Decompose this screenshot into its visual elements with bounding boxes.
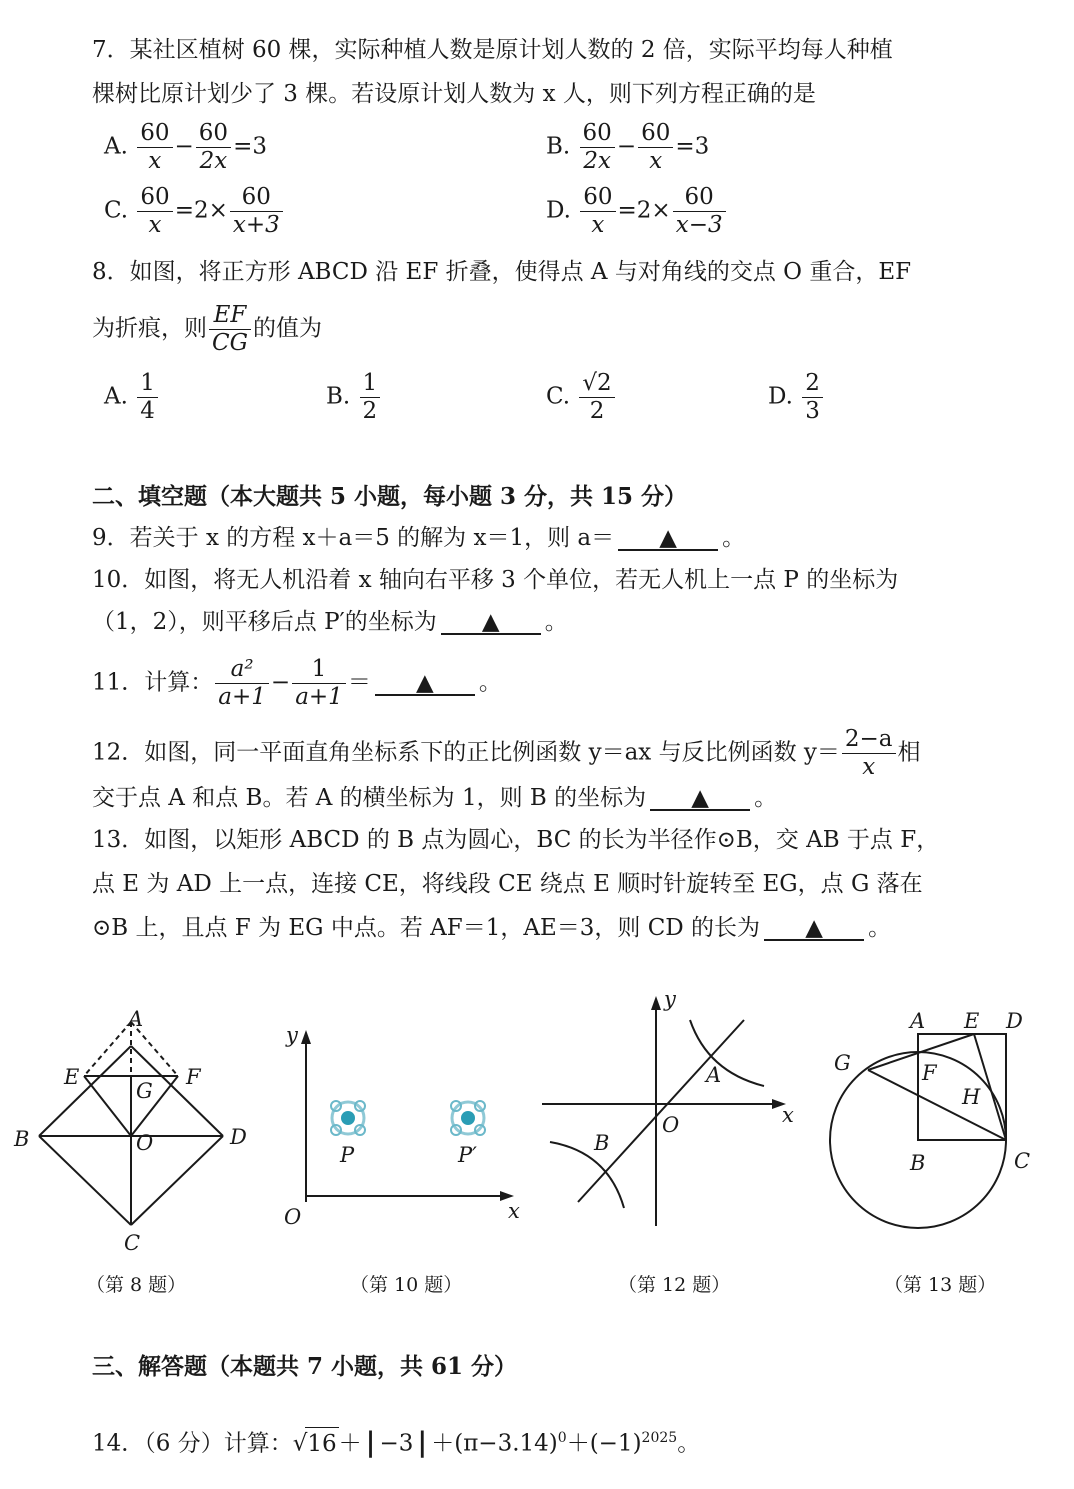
q12-answer-blank[interactable]: ▲ <box>650 787 750 811</box>
fraction: $\frac{1}{2}$ <box>360 372 381 423</box>
option-label: C. <box>546 383 571 410</box>
fig12-hyperbola-branch <box>690 1020 764 1086</box>
exponent: 0 <box>557 1430 567 1446</box>
q11 <box>92 658 502 709</box>
option-label: A. <box>104 133 128 160</box>
rhs: =3 <box>675 133 710 160</box>
q7-option-a[interactable] <box>104 122 267 173</box>
q14-end: 。 <box>677 1430 701 1457</box>
fraction: $\frac{EF}{CG}$ <box>209 304 251 355</box>
q12-text: 交于点 A 和点 B。若 A 的横坐标为 1，则 B 的坐标为 <box>92 785 647 811</box>
fig8-edge <box>39 1136 131 1225</box>
q14-text: 14．（6 分）计算： <box>92 1430 293 1457</box>
fraction: $\frac{60}{x}$ <box>137 186 172 237</box>
fraction: $\frac{60}{2x}$ <box>196 122 231 173</box>
drone-icon <box>451 1101 485 1135</box>
fig10-label-p: P <box>340 1143 355 1167</box>
q13-answer-blank[interactable]: ▲ <box>764 917 864 941</box>
q10-end: 。 <box>544 609 568 635</box>
fraction: $\frac{60}{2x}$ <box>580 122 615 173</box>
q8-text: 为折痕，则 <box>92 315 207 342</box>
q12-line1 <box>92 728 921 779</box>
figure-8 <box>8 1000 268 1260</box>
fraction: $\frac{√2}{2}$ <box>579 372 614 423</box>
q10-line1: 10．如图，将无人机沿着 x 轴向右平移 3 个单位，若无人机上一点 P 的坐标为 <box>92 567 899 593</box>
option-label: C. <box>104 197 129 224</box>
q12-text: 相 <box>897 739 921 766</box>
radicand: 16 <box>305 1427 338 1460</box>
fig13-label-e: E <box>964 1009 980 1033</box>
fig8-caption: （第 8 题） <box>86 1274 187 1296</box>
q13-text: ⊙B 上，且点 F 为 EG 中点。若 AF＝1，AE＝3，则 CD 的长为 <box>92 915 761 941</box>
fig13-segment-gc <box>868 1070 1006 1140</box>
exponent: 2025 <box>641 1430 678 1446</box>
fraction: $\frac{1}{4}$ <box>137 372 158 423</box>
q11-end: 。 <box>478 669 502 696</box>
q13-end: 。 <box>868 915 892 941</box>
q9 <box>92 522 745 554</box>
fraction: $\frac{60}{x}$ <box>580 186 615 237</box>
fig13-label-f: F <box>922 1061 937 1085</box>
fraction: $\frac{60}{x-3}$ <box>673 186 726 237</box>
fraction: $\frac{2}{3}$ <box>802 372 823 423</box>
option-label: D. <box>768 383 793 410</box>
section3-title: 三、解答题（本题共 7 小题，共 61 分） <box>92 1353 518 1380</box>
fig8-label-o: O <box>136 1131 154 1155</box>
option-label: D. <box>546 197 571 224</box>
fig12-label-y: y <box>664 990 676 1011</box>
q10-text: （1，2），则平移后点 P′的坐标为 <box>92 609 437 635</box>
q8-line1: 8．如图，将正方形 ABCD 沿 EF 折叠，使得点 A 与对角线的交点 O 重合，EF <box>92 259 912 285</box>
operator: − <box>616 133 637 160</box>
fraction: $\frac{60}{x+3}$ <box>230 186 283 237</box>
figure-10 <box>278 1018 530 1238</box>
fig12-line-y-ax <box>578 1020 744 1202</box>
option-label: A. <box>104 383 128 410</box>
q13-line1: 13．如图，以矩形 ABCD 的 B 点为圆心，BC 的长为半径作⊙B，交 AB 于点 F， <box>92 827 940 853</box>
q8-text: 的值为 <box>252 315 322 342</box>
term: ＋(π−3.14) <box>431 1430 558 1457</box>
operator: − <box>174 133 194 160</box>
fig8-label-c: C <box>124 1231 141 1255</box>
option-label: B. <box>326 383 351 410</box>
fig10-label-y: y <box>286 1023 298 1047</box>
fig13-label-d: D <box>1006 1009 1023 1033</box>
abs-bar: | <box>417 1426 428 1458</box>
q13-line2: 点 E 为 AD 上一点，连接 CE，将线段 CE 绕点 E 顺时针旋转至 EG，点 G 落在 <box>92 871 923 897</box>
fig8-label-d: D <box>230 1125 247 1149</box>
fig8-label-e: E <box>64 1065 80 1089</box>
option-label: B. <box>546 133 571 160</box>
fig13-label-g: G <box>834 1051 851 1075</box>
q10-line2 <box>92 606 568 638</box>
q7-option-b[interactable] <box>546 122 709 173</box>
q9-end: 。 <box>722 525 746 551</box>
fig12-label-o: O <box>662 1113 680 1137</box>
fig12-hyperbola-branch <box>550 1142 624 1208</box>
q7-option-c[interactable] <box>104 186 285 237</box>
q7-line1: 7．某社区植树 60 棵，实际种植人数是原计划人数的 2 倍，实际平均每人种植 <box>92 37 893 63</box>
fig8-label-f: F <box>186 1065 201 1089</box>
abs-bar: | <box>365 1426 376 1458</box>
q8-line2 <box>92 304 322 355</box>
fig8-label-b: B <box>14 1127 30 1151</box>
fig12-label-x: x <box>782 1103 794 1127</box>
fraction: $\frac{2-a}{x}$ <box>842 728 896 779</box>
sqrt-sign: √ <box>292 1430 308 1457</box>
operator: =2× <box>174 197 228 224</box>
fraction: $\frac{\text{a²}}{a+1}$ <box>215 658 269 709</box>
q12-line2 <box>92 782 777 814</box>
q8-option-b[interactable] <box>326 372 382 423</box>
fig10-label-p-prime: P′ <box>458 1143 477 1167</box>
fig12-label-b: B <box>594 1131 610 1155</box>
fig8-label-a: A <box>128 1007 144 1031</box>
fig8-fold-edge <box>84 1076 131 1136</box>
abs-value: −3 <box>379 1430 414 1457</box>
fig13-label-h: H <box>962 1085 981 1109</box>
fig13-label-c: C <box>1014 1149 1031 1173</box>
fraction: $\frac{60}{x}$ <box>137 122 172 173</box>
fraction: $\frac{60}{x}$ <box>638 122 673 173</box>
fig8-label-g: G <box>136 1079 153 1103</box>
operator: =2× <box>617 197 671 224</box>
q11-answer-blank[interactable]: ▲ <box>375 672 475 696</box>
fig13-label-a: A <box>910 1009 926 1033</box>
term: ＋(−1) <box>566 1430 642 1457</box>
rhs: =3 <box>233 133 267 160</box>
figure-13 <box>818 1000 1060 1240</box>
q12-text: 12．如图，同一平面直角坐标系下的正比例函数 y＝ax 与反比例函数 y＝ <box>92 739 840 766</box>
q9-answer-blank[interactable]: ▲ <box>618 527 718 551</box>
fig10-caption: （第 10 题） <box>350 1274 463 1296</box>
fig12-caption: （第 12 题） <box>618 1274 731 1296</box>
q8-option-d[interactable] <box>768 372 825 423</box>
fig10-label-o: O <box>284 1205 302 1229</box>
q14 <box>92 1422 700 1460</box>
operator: − <box>270 669 291 696</box>
fig10-label-x: x <box>508 1199 520 1223</box>
section2-title: 二、填空题（本大题共 5 小题，每小题 3 分，共 15 分） <box>92 483 688 510</box>
fig12-label-a: A <box>706 1063 722 1087</box>
q8-option-c[interactable] <box>546 372 617 423</box>
q8-option-a[interactable] <box>104 372 160 423</box>
operator: ＋ <box>338 1430 362 1457</box>
fig8-edge <box>39 1046 131 1136</box>
fig10-y-arrow <box>301 1030 311 1044</box>
fig12-y-arrow <box>651 996 661 1010</box>
q13-line3 <box>92 912 891 944</box>
q7-option-d[interactable] <box>546 186 728 237</box>
q12-end: 。 <box>754 785 778 811</box>
q9-text: 9．若关于 x 的方程 x＋a＝5 的解为 x＝1，则 a＝ <box>92 525 615 551</box>
fig13-caption: （第 13 题） <box>884 1274 997 1296</box>
drone-icon <box>331 1101 365 1135</box>
fig13-label-b: B <box>910 1151 926 1175</box>
q7-line2: 棵树比原计划少了 3 棵。若设原计划人数为 x 人，则下列方程正确的是 <box>92 81 816 107</box>
q10-answer-blank[interactable]: ▲ <box>441 611 541 635</box>
figure-12 <box>538 990 800 1240</box>
q11-text: 11．计算： <box>92 669 214 696</box>
equals: ＝ <box>347 669 371 696</box>
fig13-segment-eg <box>868 1034 974 1070</box>
fraction: $\frac{1}{a+1}$ <box>292 658 346 709</box>
